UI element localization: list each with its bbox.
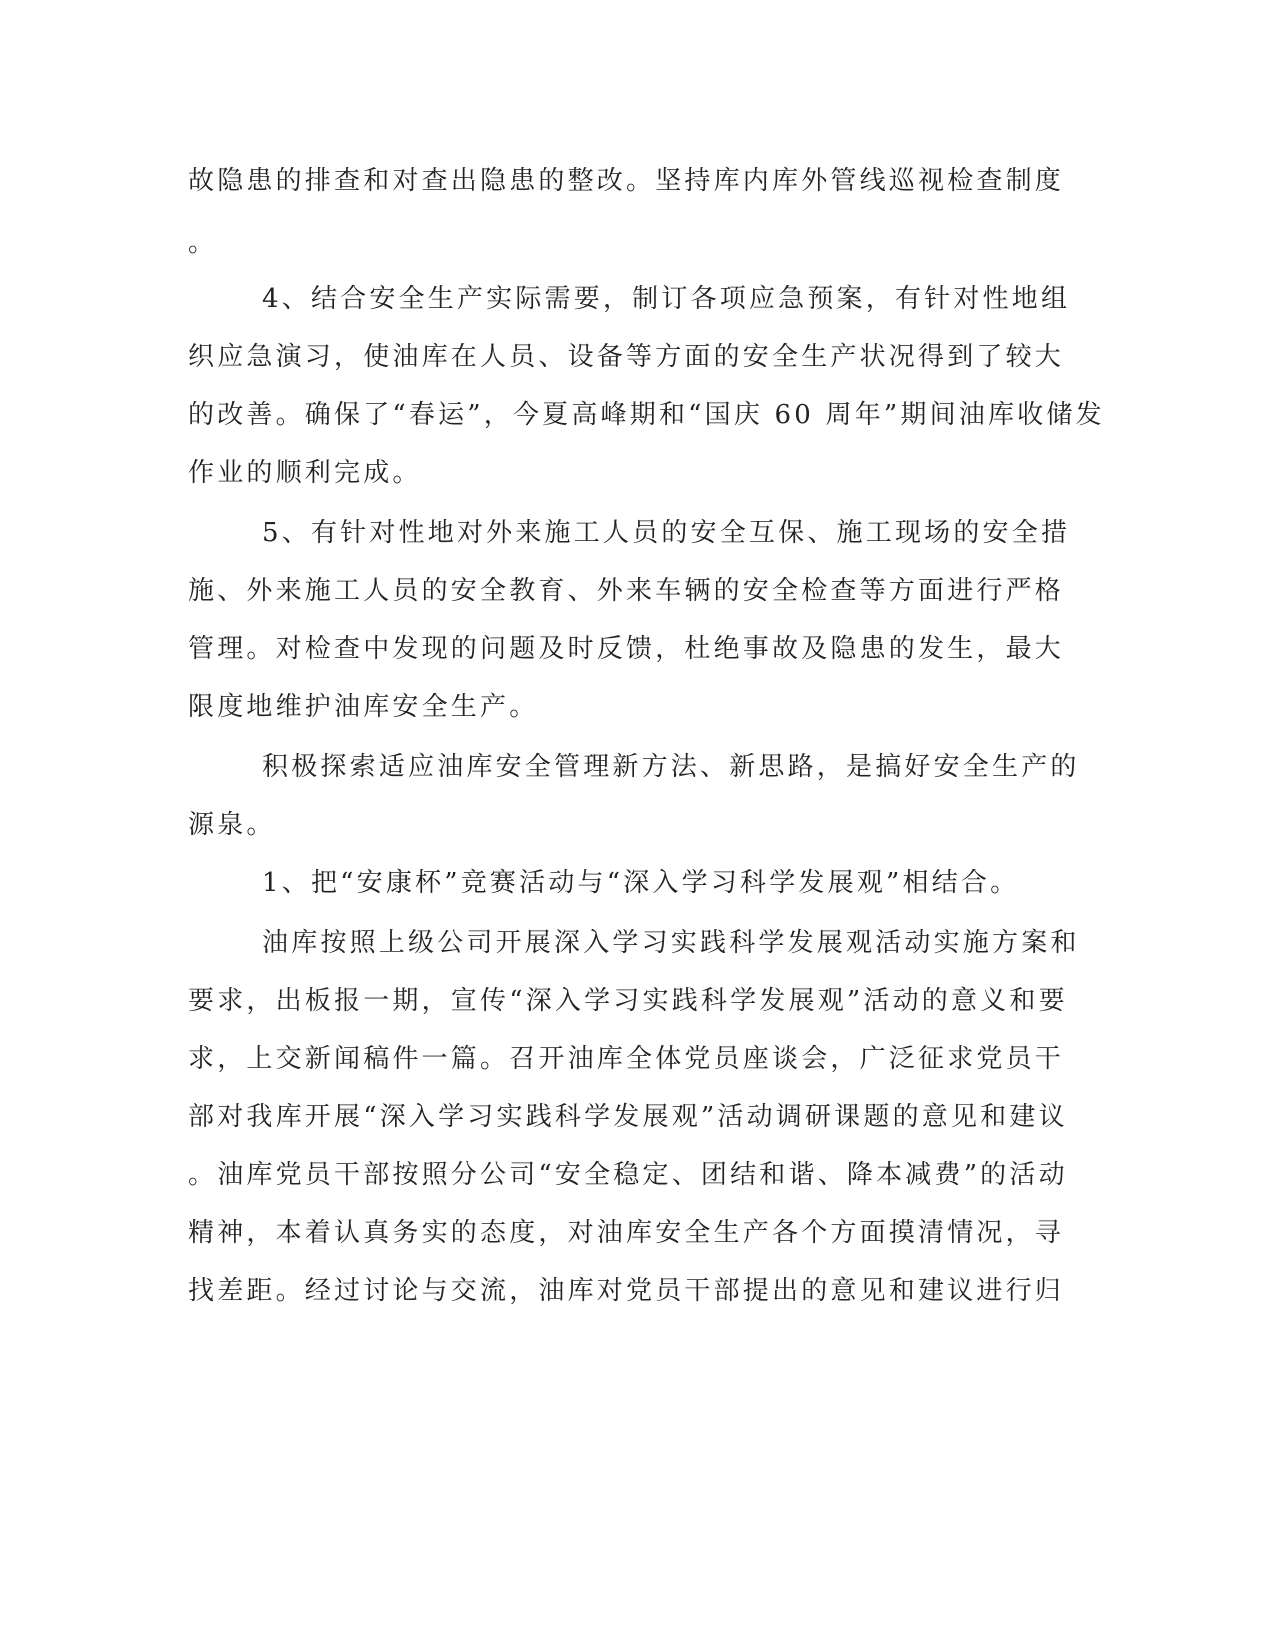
text-line: 故隐患的排查和对查出隐患的整改。坚持库内库外管线巡视检查制度 <box>188 166 1065 196</box>
text-line: 施、外来施工人员的安全教育、外来车辆的安全检查等方面进行严格 <box>188 576 1065 606</box>
text-line: 精神，本着认真务实的态度，对油库安全生产各个方面摸清情况，寻 <box>188 1218 1065 1248</box>
text-line: 要求，出板报一期，宣传“深入学习实践科学发展观”活动的意义和要 <box>188 986 1068 1016</box>
text-line: 积极探索适应油库安全管理新方法、新思路，是搞好安全生产的 <box>262 752 1080 782</box>
text-line: 管理。对检查中发现的问题及时反馈，杜绝事故及隐患的发生，最大 <box>188 634 1065 664</box>
text-line: 求，上交新闻稿件一篇。召开油库全体党员座谈会，广泛征求党员干 <box>188 1044 1065 1074</box>
text-line: 1、把“安康杯”竞赛活动与“深入学习科学发展观”相结合。 <box>262 868 1020 898</box>
text-line: 。油库党员干部按照分公司“安全稳定、团结和谐、降本减费”的活动 <box>188 1160 1068 1190</box>
text-line: 。 <box>188 228 218 258</box>
text-line: 作业的顺利完成。 <box>188 458 422 488</box>
text-line: 限度地维护油库安全生产。 <box>188 692 539 722</box>
text-line: 找差距。经过讨论与交流，油库对党员干部提出的意见和建议进行归 <box>188 1276 1065 1306</box>
text-line: 织应急演习，使油库在人员、设备等方面的安全生产状况得到了较大 <box>188 342 1065 372</box>
text-line: 源泉。 <box>188 810 276 840</box>
text-line: 5、有针对性地对外来施工人员的安全互保、施工现场的安全措 <box>262 518 1071 548</box>
text-line: 部对我库开展“深入学习实践科学发展观”活动调研课题的意见和建议 <box>188 1102 1068 1132</box>
text-line: 的改善。确保了“春运”，今夏高峰期和“国庆 60 周年”期间油库收储发 <box>188 400 1105 430</box>
text-line: 油库按照上级公司开展深入学习实践科学发展观活动实施方案和 <box>262 928 1080 958</box>
text-line: 4、结合安全生产实际需要，制订各项应急预案，有针对性地组 <box>262 284 1071 314</box>
